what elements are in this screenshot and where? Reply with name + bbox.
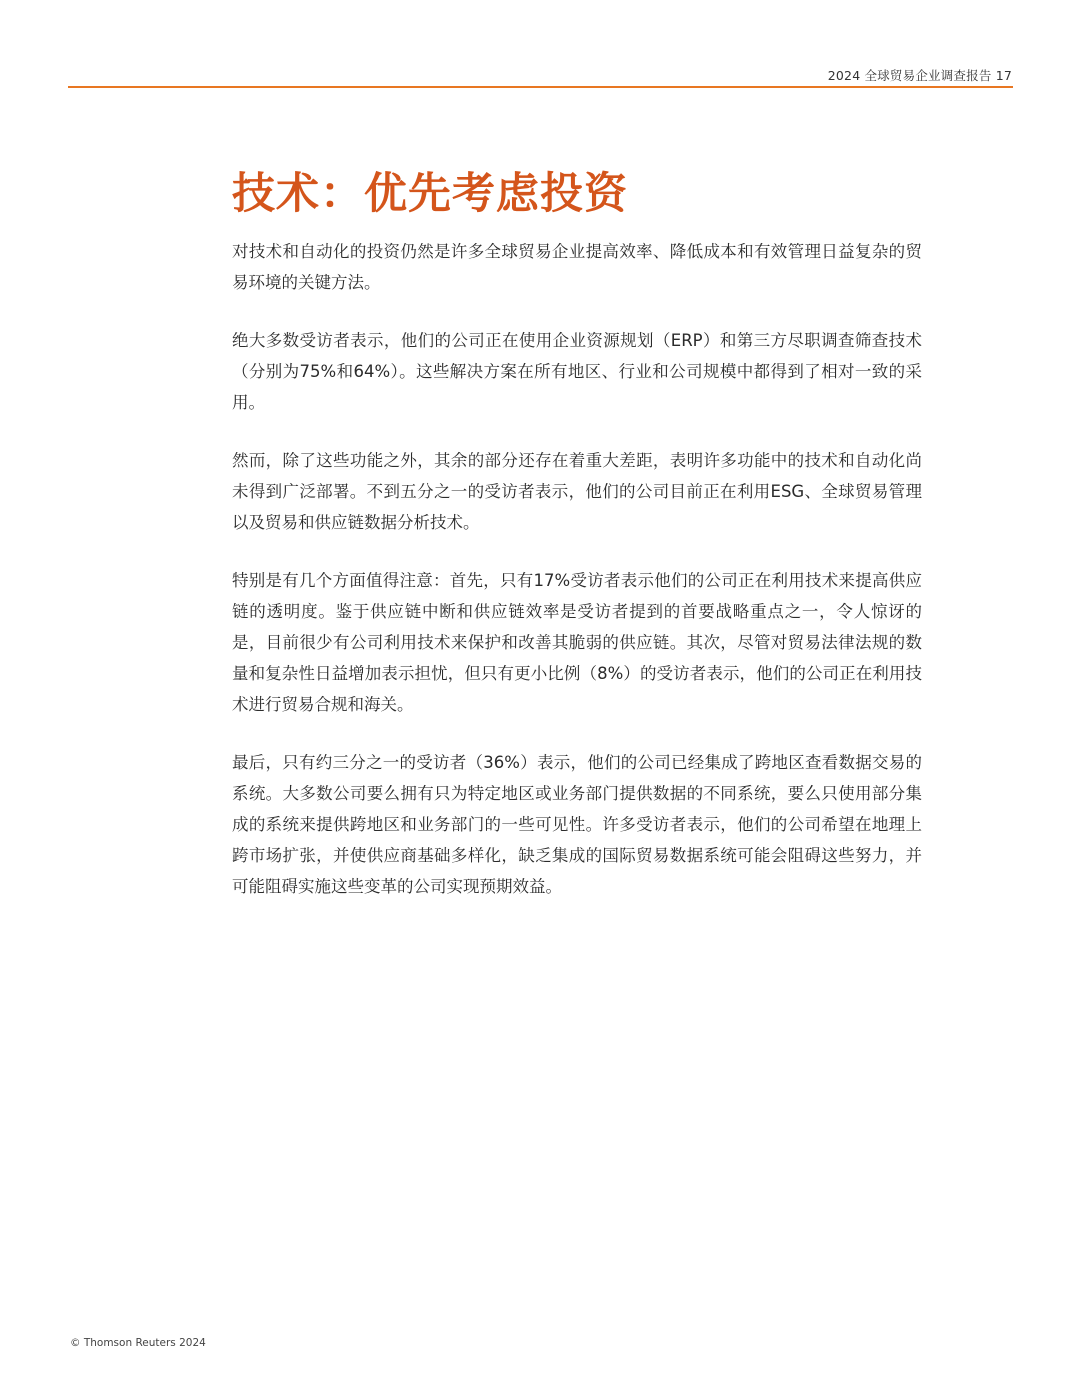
copyright-footer: © Thomson Reuters 2024: [70, 1337, 206, 1349]
article-body: [232, 168, 922, 929]
paragraph-notable-areas: 特别是有几个方面值得注意：首先，只有17%受访者表示他们的公司正在利用技术来提高供应链的透明度。鉴于供应链中断和供应链效率是受访者提到的首要战略重点之一，令人惊讶的是，目前很少有公司利用技术来保护和改善其脆弱的供应链。其次，尽管对贸易法律法规的数量和复杂性日益增加表示担忧，但只有更小比例（8%）的受访者表示，他们的公司正在利用技术进行贸易合规和海关。: [232, 570, 922, 714]
running-header: 2024 全球贸易企业调查报告 17: [827, 68, 1012, 83]
paragraph-technology-gaps: 然而，除了这些功能之外，其余的部分还存在着重大差距，表明许多功能中的技术和自动化尚未得到广泛部署。不到五分之一的受访者表示，他们的公司目前正在利用ESG、全球贸易管理以及贸易和供应链数据分析技术。: [232, 450, 922, 532]
paragraph-integrated-systems: 最后，只有约三分之一的受访者（36%）表示，他们的公司已经集成了跨地区查看数据交易的系统。大多数公司要么拥有只为特定地区或业务部门提供数据的不同系统，要么只使用部分集成的系统来提供跨地区和业务部门的一些可见性。许多受访者表示，他们的公司希望在地理上跨市场扩张，并使供应商基础多样化，缺乏集成的国际贸易数据系统可能会阻碍这些努力，并可能阻碍实施这些变革的公司实现预期效益。: [232, 752, 922, 896]
page-title: 技术：优先考虑投资: [232, 169, 628, 219]
paragraph-intro: 对技术和自动化的投资仍然是许多全球贸易企业提高效率、降低成本和有效管理日益复杂的贸易环境的关键方法。: [232, 241, 922, 292]
paragraph-erp-adoption: 绝大多数受访者表示，他们的公司正在使用企业资源规划（ERP）和第三方尽职调查筛查技术（分别为75%和64%）。这些解决方案在所有地区、行业和公司规模中都得到了相对一致的采用。: [232, 330, 922, 412]
header-divider: [68, 86, 1013, 88]
